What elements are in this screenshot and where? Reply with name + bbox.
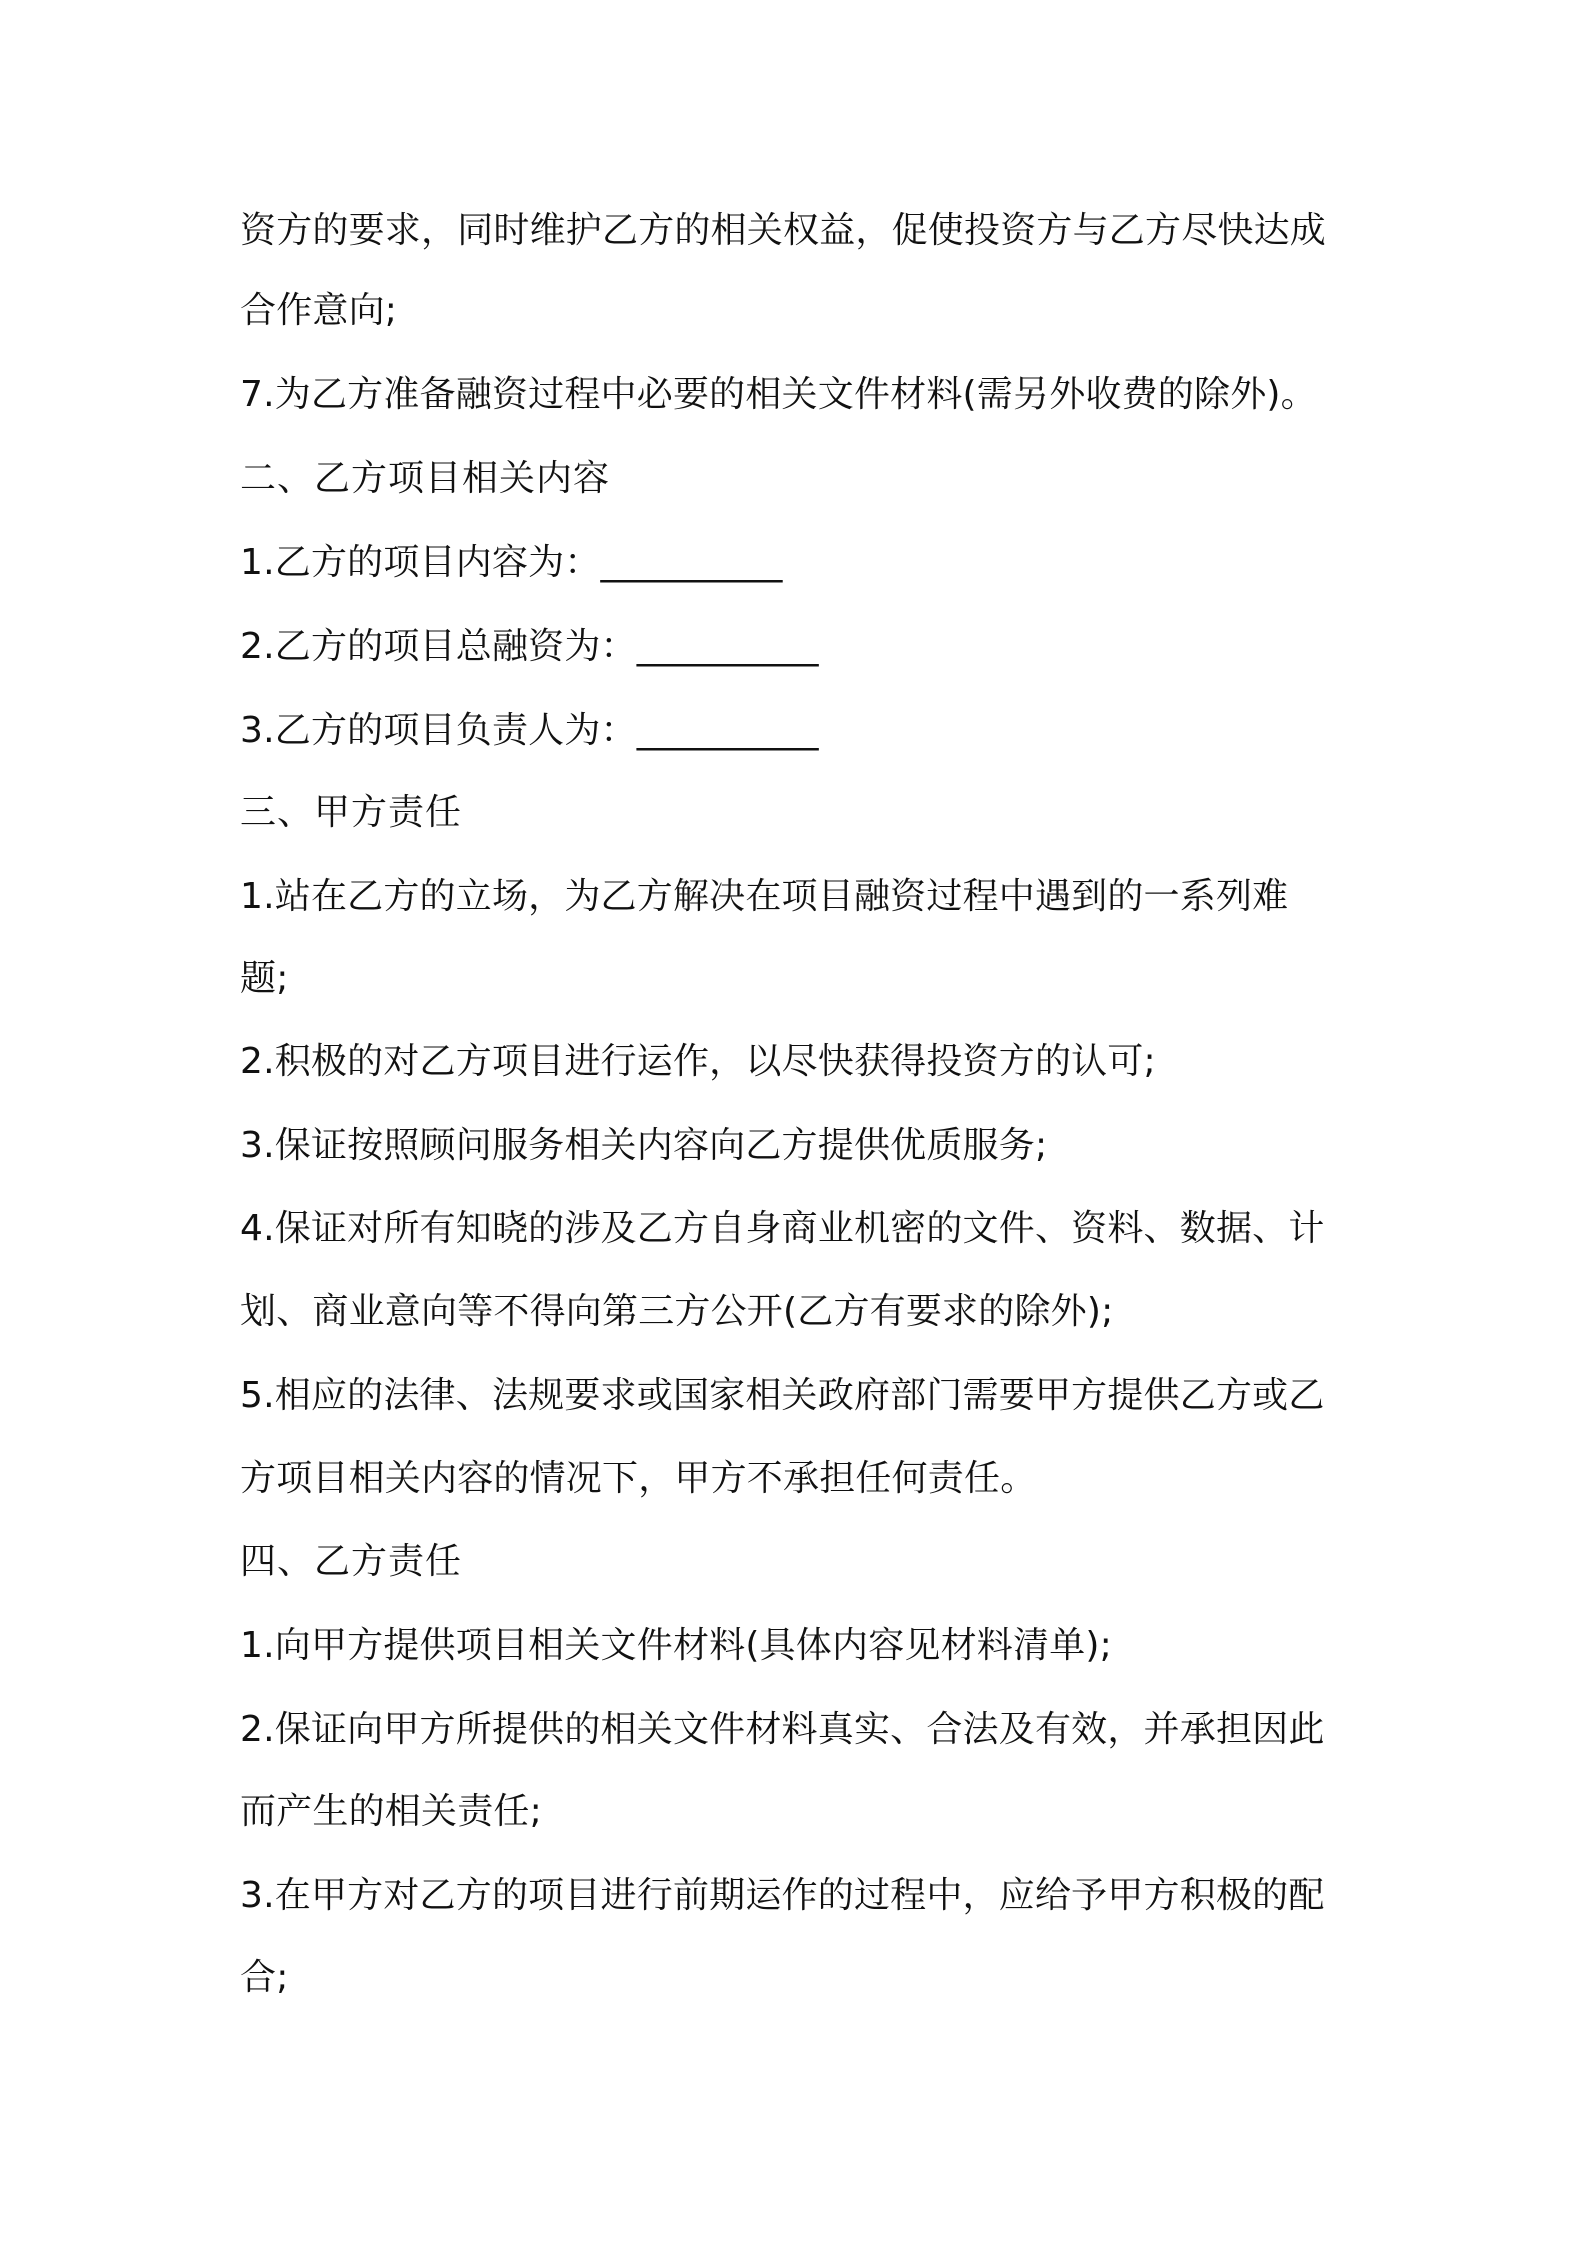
text-line: 划、商业意向等不得向第三方公开(乙方有要求的除外); [240,1291,1114,1332]
text-line: 3.保证按照顾问服务相关内容向乙方提供优质服务; [240,1125,1048,1166]
text-line: 合; [240,1957,289,1998]
text-line: 合作意向; [240,290,398,331]
text-line: 2.乙方的项目总融资为：__________ [240,626,819,667]
text-line: 3.在甲方对乙方的项目进行前期运作的过程中，应给予甲方积极的配 [240,1875,1325,1916]
text-line: 1.站在乙方的立场，为乙方解决在项目融资过程中遇到的一系列难 [240,876,1289,917]
section-heading: 三、甲方责任 [240,792,463,833]
text-line: 1.乙方的项目内容为：__________ [240,542,783,583]
text-line: 资方的要求，同时维护乙方的相关权益，促使投资方与乙方尽快达成 [240,210,1327,251]
text-line: 7.为乙方准备融资过程中必要的相关文件材料(需另外收费的除外)。 [240,374,1317,415]
text-line: 4.保证对所有知晓的涉及乙方自身商业机密的文件、资料、数据、计 [240,1208,1325,1249]
text-line: 方项目相关内容的情况下，甲方不承担任何责任。 [240,1458,1037,1499]
section-heading: 四、乙方责任 [240,1541,463,1582]
text-line: 而产生的相关责任; [240,1791,542,1832]
text-line: 5.相应的法律、法规要求或国家相关政府部门需要甲方提供乙方或乙 [240,1375,1325,1416]
section-heading: 二、乙方项目相关内容 [240,458,611,499]
text-line: 1.向甲方提供项目相关文件材料(具体内容见材料清单); [240,1625,1112,1666]
text-line: 2.积极的对乙方项目进行运作，以尽快获得投资方的认可; [240,1041,1156,1082]
text-line: 题; [240,958,289,999]
text-line: 2.保证向甲方所提供的相关文件材料真实、合法及有效，并承担因此 [240,1709,1325,1750]
text-line: 3.乙方的项目负责人为：__________ [240,710,819,751]
